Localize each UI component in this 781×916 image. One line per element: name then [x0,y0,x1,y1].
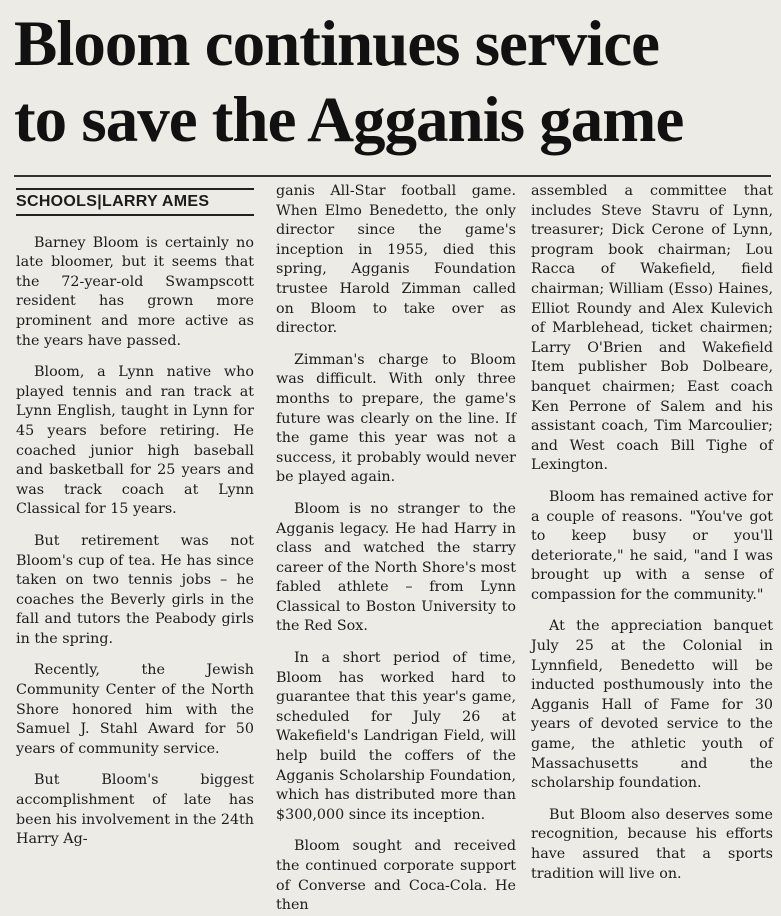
headline-rule [14,175,771,177]
column-2 [276,182,516,914]
paragraph: But Bloom's biggest accomplishment of late has been his involvement in the 24th Harry Ag- [16,772,255,848]
headline [14,6,774,158]
byline: SCHOOLS|LARRY AMES [16,188,254,216]
paragraph: Zimman's charge to Bloom was difficult. With only three months to prepare, the game's future was clearly on the line. If the game this year was not a success, it probably would never be played again. [276,351,516,486]
column-3 [531,182,773,882]
paragraph: But Bloom also deserves some recognition, because his efforts have assured that a sports tradition will live on. [531,806,773,882]
column-1 [16,182,255,848]
paragraph: ganis All-Star football game. When Elmo Benedetto, the only director since the game's inception in 1955, died this spring, Agganis Foundation trustee Harold Zimman called on Bloom to take over as director. [276,183,516,337]
headline-line-1: Bloom continues service [14,8,659,80]
paragraph: In a short period of time, Bloom has worked hard to guarantee that this year's game, scheduled for July 26 at Wakefield's Landrigan Field, will help build the coffers of the Agganis Scholarship Foundation, which has distributed more than $300,000 since its inception. [276,650,516,823]
paragraph: assembled a committee that includes Steve Stavru of Lynn, treasurer; Dick Cerone of Lynn, program book chairman; Lou Racca of Wakefield, field chairman; William (Esso) Haines, Elliot Roundy and Alex Kulevich of Marblehead, ticket chairmen; Larry O'Brien and Wakefield Item publisher Bob Dolbeare, banquet chairmen; East coach Ken Perrone of Salem and his assistant coach, Tim Marcoulier; and West coach Bill Tighe of Lexington. [531,183,773,474]
paragraph: Bloom, a Lynn native who played tennis and ran track at Lynn English, taught in Lynn for 45 years before retiring. He coached junior high baseball and basketball for 25 years and was track coach at Lynn Classical for 15 years. [16,364,254,518]
paragraph: Recently, the Jewish Community Center of the North Shore honored him with the Samuel J. Stahl Award for 50 years of community service. [16,662,254,757]
paragraph: Bloom has remained active for a couple of reasons. "You've got to keep busy or you'll deteriorate," he said, "and I was brought up with a sense of compassion for the community." [531,488,773,603]
paragraph: At the appreciation banquet July 25 at the Colonial in Lynnfield, Benedetto will be inducted posthumously into the Agganis Hall of Fame for 30 years of devoted service to the game, the athletic youth of Massachusetts and the scholarship foundation. [531,618,773,792]
headline-line-2: to save the Agganis game [14,84,684,156]
paragraph: But retirement was not Bloom's cup of tea. He has since taken on two tennis jobs – he coaches the Beverly girls in the fall and tutors the Peabody girls in the spring. [16,532,254,647]
paragraph: Barney Bloom is certainly no late bloomer, but it seems that the 72-year-old Swampscott resident has grown more prominent and more active as the years have passed. [16,234,254,349]
paragraph: Bloom is no stranger to the Agganis legacy. He had Harry in class and watched the starry career of the North Shore's most fabled athlete – from Lynn Classical to Boston University to the Red Sox. [276,500,516,635]
paragraph: Bloom sought and received the continued corporate support of Converse and Coca-Cola. He then [276,838,516,914]
